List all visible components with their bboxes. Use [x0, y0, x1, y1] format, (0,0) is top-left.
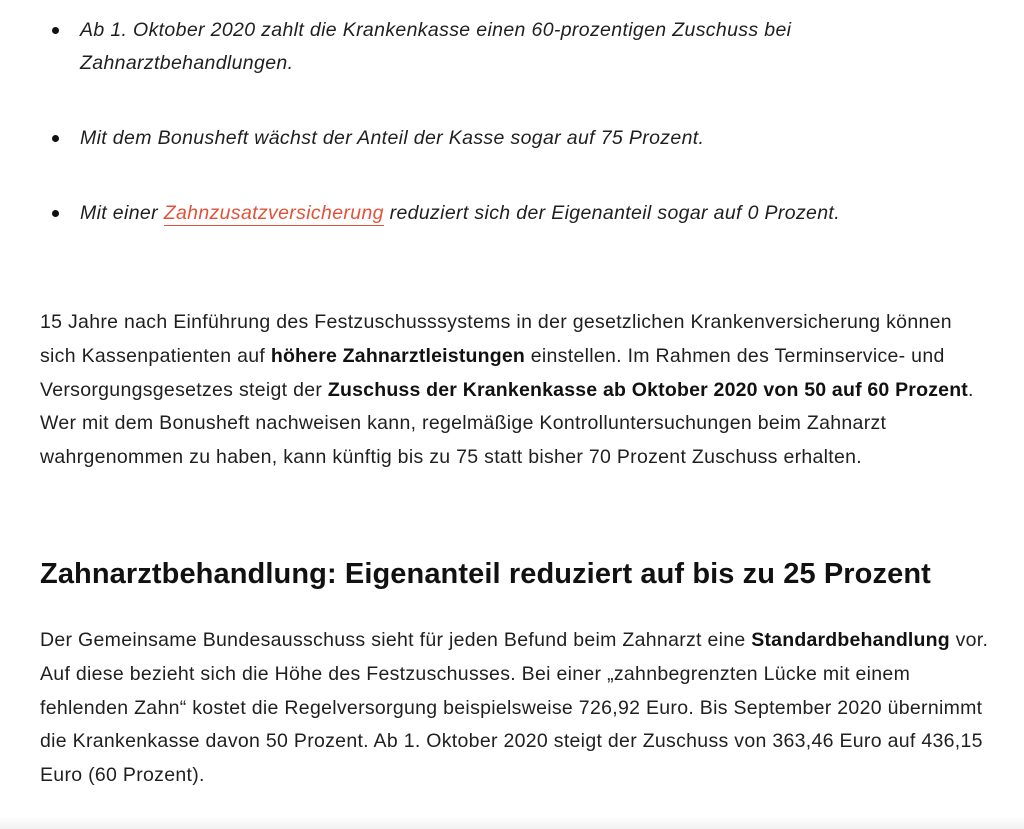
- paragraph-text: Der Gemeinsame Bundesausschuss sieht für jeden Befund beim Zahnarzt eine: [40, 629, 752, 651]
- section-paragraph: [40, 624, 990, 793]
- bullet-icon: [52, 135, 59, 142]
- paragraph-text: vor. Auf diese bezieht sich die Höhe des Festzuschusses. Bei einer „zahnbegrenzten Lücke mit einem fehlenden Zahn“ kostet die Regelversorgung beispielsweise 726,92 Euro. Bis September 2020 übernimmt die Krankenkasse davon 50 Prozent. Ab 1. Oktober 2020 steigt der Zuschuss von 363,46 Euro auf 436,15 Euro (60 Prozent).: [40, 629, 989, 787]
- list-item: [52, 122, 852, 155]
- section-heading: Zahnarztbehandlung: Eigenanteil reduziert auf bis zu 25 Prozent: [40, 558, 931, 590]
- zahnzusatzversicherung-link[interactable]: Zahnzusatzversicherung: [163, 202, 384, 224]
- paragraph-bold: höhere Zahnarztleistungen: [270, 344, 526, 367]
- key-facts-list: [52, 14, 852, 230]
- list-item: [52, 14, 852, 80]
- list-item: [52, 197, 852, 230]
- paragraph-text: einstellen. Im Rahmen des Terminservice- und Versorgungsgesetzes steigt der: [40, 344, 945, 401]
- intro-paragraph: [40, 306, 990, 475]
- bullet-text: Mit dem Bonusheft wächst der Anteil der Kasse sogar auf 75 Prozent.: [80, 127, 705, 149]
- paragraph-bold: Standardbehandlung: [751, 629, 950, 651]
- bullet-text-before: Mit einer: [80, 202, 164, 224]
- bullet-icon: [52, 210, 59, 217]
- bullet-text: Ab 1. Oktober 2020 zahlt die Krankenkasse einen 60-prozentigen Zuschuss bei Zahnarztbehandlungen.: [80, 19, 792, 74]
- paragraph-bold: Zuschuss der Krankenkasse ab Oktober 2020 von 50 auf 60 Prozent: [327, 378, 968, 401]
- paragraph-text: . Wer mit dem Bonusheft nachweisen kann, regelmäßige Kontrolluntersuchungen beim Zahnarzt wahrgenommen zu haben, kann künftig bis zu 75 statt bisher 70 Prozent Zuschuss erhalten.: [40, 378, 974, 469]
- bottom-fade: [0, 817, 1024, 829]
- bullet-icon: [52, 27, 59, 34]
- paragraph-text: 15 Jahre nach Einführung des Festzuschusssystems in der gesetzlichen Krankenversicherung können sich Kassenpatienten auf: [40, 311, 952, 367]
- bullet-text-after: reduziert sich der Eigenanteil sogar auf 0 Prozent.: [383, 202, 840, 224]
